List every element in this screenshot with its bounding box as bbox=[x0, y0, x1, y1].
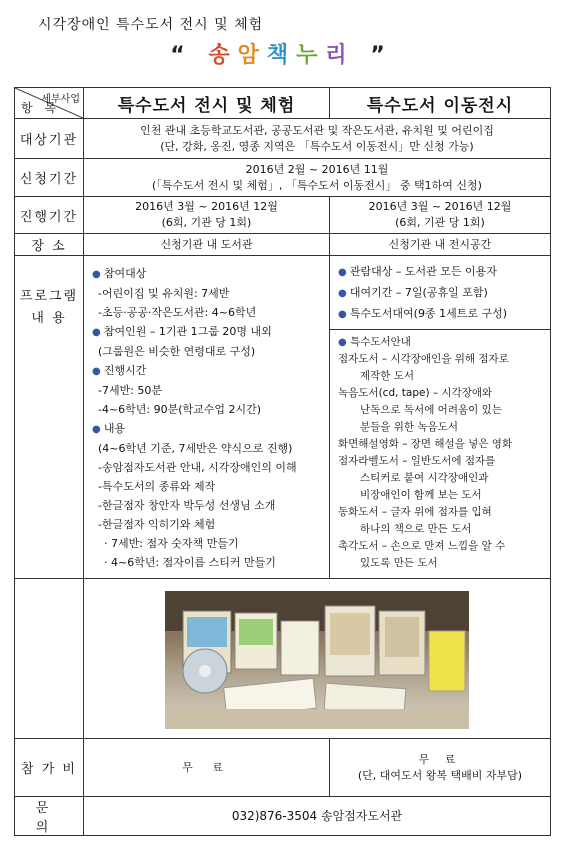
program-left-item bbox=[92, 534, 323, 553]
guide-item: 동화도서 – 글자 위에 점자를 입혀 bbox=[338, 506, 492, 518]
program-right bbox=[330, 256, 551, 579]
contact-value: 032)876-3504 송암점자도서관 bbox=[84, 797, 551, 836]
apply-cell bbox=[84, 159, 551, 197]
program-right-top-text: 대여기간 – 7일(공휴일 포함) bbox=[349, 286, 488, 299]
title-char: 리 bbox=[325, 43, 355, 68]
place-col1: 신청기관 내 도서관 bbox=[84, 234, 330, 256]
title-char: 송 bbox=[208, 43, 238, 68]
program-left-text: 참여인원 – 1기관 1그룹 20명 내외 bbox=[103, 325, 272, 338]
fee-col2-line2: (단, 대여도서 왕복 택배비 자부담) bbox=[357, 768, 523, 782]
bullet-icon: ● bbox=[92, 269, 104, 280]
period-col2-line1: 2016년 3월 ~ 2016년 12월 bbox=[368, 200, 512, 213]
program-left-item bbox=[92, 284, 323, 303]
photo-row-label bbox=[15, 579, 84, 739]
header-title bbox=[0, 38, 563, 69]
period-col1 bbox=[84, 197, 330, 234]
program-right-top-item bbox=[338, 304, 544, 325]
header-subtitle: 시각장애인 특수도서 전시 및 체험 bbox=[38, 17, 264, 33]
corner-bottom-label: 항 목 bbox=[21, 101, 60, 115]
program-label bbox=[15, 256, 84, 579]
bullet-icon: ● bbox=[92, 424, 104, 435]
program-left-text: -한글점자 익히기와 체험 bbox=[98, 518, 216, 531]
guide-title-text: 특수도서안내 bbox=[350, 336, 411, 348]
guide-item: 녹음도서(cd, tape) – 시각장애와 bbox=[338, 387, 493, 399]
guide-item: 난독으로 독서에 어려움이 있는 bbox=[360, 404, 502, 416]
fee-col1: 무 료 bbox=[84, 739, 330, 797]
program-left-item bbox=[92, 439, 323, 458]
program-right-top bbox=[330, 256, 550, 330]
program-right-top-text: 특수도서대여(9종 1세트로 구성) bbox=[349, 307, 507, 320]
guide-item: 점자도서 – 시각장애인을 위해 점자로 bbox=[338, 353, 509, 365]
bullet-icon: ● bbox=[338, 288, 350, 299]
guide-item: 점자라벨도서 – 일반도서에 점자를 bbox=[338, 455, 496, 467]
apply-line1: 2016년 2월 ~ 2016년 11월 bbox=[245, 162, 389, 176]
program-left-item bbox=[92, 419, 323, 439]
place-label: 장 소 bbox=[15, 234, 84, 256]
period-col1-line2: (6회, 기관 당 1회) bbox=[161, 216, 252, 229]
program-left-text: 진행시간 bbox=[103, 364, 147, 377]
guide-item: 촉각도서 – 손으로 만져 느낌을 알 수 bbox=[338, 540, 506, 552]
guide-item: 비장애인이 함께 보는 도서 bbox=[360, 489, 482, 501]
photo-cell bbox=[84, 579, 551, 739]
program-left-text: -초등·공공·작은도서관: 4~6학년 bbox=[98, 306, 257, 319]
program-right-top-text: 관람대상 – 도서관 모든 이용자 bbox=[349, 265, 497, 278]
apply-line2: (「특수도서 전시 및 체험」, 「특수도서 이동전시」 중 택1하여 신청) bbox=[152, 178, 482, 192]
period-label: 진행기간 bbox=[15, 197, 84, 234]
program-right-top-item bbox=[338, 283, 544, 304]
period-col2 bbox=[330, 197, 551, 234]
corner-header-cell bbox=[15, 88, 84, 119]
program-right-top-item bbox=[338, 262, 544, 283]
guide-item: 하나의 책으로 만든 도서 bbox=[360, 523, 472, 535]
program-left-text: -송암점자도서관 안내, 시각장애인의 이해 bbox=[98, 461, 297, 474]
col1-header: 특수도서 전시 및 체험 bbox=[84, 88, 330, 119]
guide-item: 제작한 도서 bbox=[360, 370, 415, 382]
period-col1-line1: 2016년 3월 ~ 2016년 12월 bbox=[135, 200, 278, 213]
program-left-text: -한글점자 창안자 박두성 선생님 소개 bbox=[98, 499, 276, 512]
target-cell bbox=[84, 119, 551, 159]
bullet-icon: ● bbox=[338, 309, 350, 320]
target-label: 대상기관 bbox=[15, 119, 84, 159]
program-left-item bbox=[92, 322, 323, 342]
target-line1: 인천 관내 초등학교도서관, 공공도서관 및 작은도서관, 유치원 및 어린이집 bbox=[140, 123, 494, 137]
guide-list bbox=[338, 351, 544, 572]
bullet-icon: ● bbox=[92, 366, 104, 377]
contact-label: 문 의 bbox=[15, 797, 84, 836]
guide-item: 화면해설영화 – 장면 해설을 넣은 영화 bbox=[338, 438, 513, 450]
program-left-item bbox=[92, 303, 323, 322]
program-left-text: (4~6학년 기준, 7세반은 약식으로 진행) bbox=[98, 442, 293, 455]
braille-books-photo bbox=[165, 591, 469, 729]
program-label-line2: 내 용 bbox=[31, 311, 67, 326]
program-left-list bbox=[92, 264, 323, 572]
bullet-icon: ● bbox=[92, 327, 104, 338]
program-left-item bbox=[92, 361, 323, 381]
title-char: 누 bbox=[296, 43, 326, 68]
program-left-item bbox=[92, 496, 323, 515]
program-left-item bbox=[92, 381, 323, 400]
program-left-text: (그룹원은 비슷한 연령대로 구성) bbox=[98, 345, 256, 358]
bullet-icon: ● bbox=[338, 337, 347, 348]
target-line2: (단, 강화, 옹진, 영종 지역은 「특수도서 이동전시」만 신청 가능) bbox=[160, 139, 474, 153]
apply-label: 신청기간 bbox=[15, 159, 84, 197]
program-left-text: -4~6학년: 90분(학교수업 2시간) bbox=[98, 403, 262, 416]
program-left-item bbox=[92, 264, 323, 284]
program-left-item bbox=[92, 477, 323, 496]
bullet-icon: ● bbox=[338, 267, 350, 278]
corner-top-label: 세부사업 bbox=[41, 94, 80, 105]
program-left-text: -특수도서의 종류와 제작 bbox=[98, 480, 216, 493]
fee-label: 참 가 비 bbox=[15, 739, 84, 797]
guide-item: 스티커로 붙여 시각장애인과 bbox=[360, 472, 489, 484]
program-left-text: · 7세반: 점자 숫자책 만들기 bbox=[104, 537, 239, 550]
place-col2: 신청기관 내 전시공간 bbox=[330, 234, 551, 256]
guide-item: 있도록 만든 도서 bbox=[360, 557, 438, 569]
program-left-text: · 4~6학년: 점자이름 스티커 만들기 bbox=[104, 556, 276, 569]
program-left-text: 내용 bbox=[103, 422, 126, 435]
program-left-text: 참여대상 bbox=[103, 267, 147, 280]
program-label-line1: 프로그램 bbox=[19, 289, 79, 304]
program-left-item bbox=[92, 342, 323, 361]
program-left-item bbox=[92, 400, 323, 419]
photo-drawing bbox=[165, 591, 469, 729]
title-quote-open: “ bbox=[170, 43, 193, 68]
title-chars bbox=[208, 43, 354, 68]
title-char: 암 bbox=[237, 43, 267, 68]
program-left-item bbox=[92, 515, 323, 534]
guide-item: 분들을 위한 녹음도서 bbox=[360, 421, 458, 433]
program-right-bottom bbox=[330, 330, 550, 576]
period-col2-line2: (6회, 기관 당 1회) bbox=[395, 216, 485, 229]
title-quote-close: ” bbox=[370, 43, 393, 68]
fee-col2-line1: 무 료 bbox=[418, 752, 462, 766]
program-left-item bbox=[92, 553, 323, 572]
program-left-text: -어린이집 및 유치원: 7세반 bbox=[98, 287, 230, 300]
program-left-text: -7세반: 50분 bbox=[98, 384, 163, 397]
guide-title bbox=[338, 334, 544, 351]
program-table bbox=[14, 87, 551, 836]
program-left-item bbox=[92, 458, 323, 477]
fee-col2 bbox=[330, 739, 551, 797]
program-left bbox=[84, 256, 330, 579]
title-char: 책 bbox=[266, 43, 297, 68]
col2-header: 특수도서 이동전시 bbox=[330, 88, 551, 119]
